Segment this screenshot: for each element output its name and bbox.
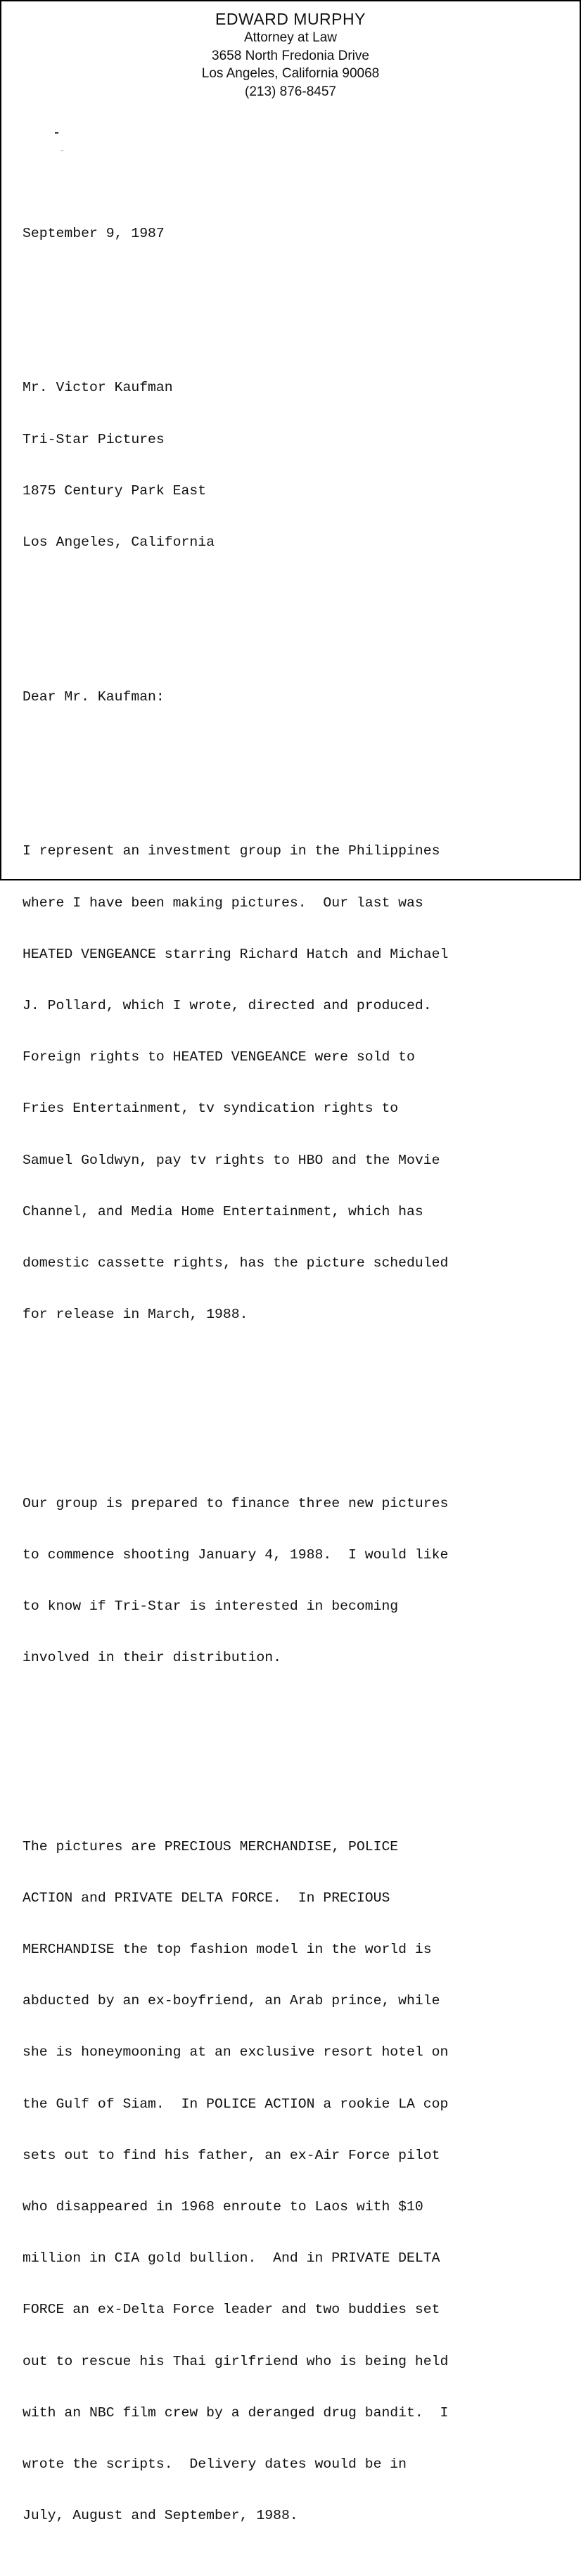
paragraph-line: where I have been making pictures. Our last was [23, 895, 423, 911]
paragraph-1 [23, 808, 571, 1357]
paragraph-line: Foreign rights to HEATED VENGEANCE were sold to [23, 1049, 415, 1065]
paragraph-line: out to rescue his Thai girlfriend who is being held [23, 2353, 449, 2369]
paragraph-line: to commence shooting January 4, 1988. I would like [23, 1546, 449, 1563]
letterhead-city: Los Angeles, California 90068 [201, 66, 380, 81]
letterhead-street: 3658 North Fredonia Drive [212, 48, 369, 63]
paragraph-line: wrote the scripts. Delivery dates would be in [23, 2456, 407, 2473]
paragraph-line: with an NBC film crew by a deranged drug bandit. I [23, 2404, 449, 2421]
paragraph-line: Our group is prepared to finance three new pictures [23, 1495, 449, 1511]
paragraph-line: to know if Tri-Star is interested in becoming [23, 1598, 399, 1614]
paragraph-line: MERCHANDISE the top fashion model in the world is [23, 1942, 432, 1958]
paragraph-line: for release in March, 1988. [23, 1307, 248, 1323]
paragraph-line: involved in their distribution. [23, 1650, 281, 1666]
paragraph-line: Fries Entertainment, tv syndication rights to [23, 1101, 399, 1117]
paragraph-line: million in CIA gold bullion. And in PRIVATE DELTA [23, 2250, 440, 2267]
letterhead-phone: (213) 876-8457 [245, 84, 336, 99]
recipient-line: Mr. Victor Kaufman [23, 380, 173, 396]
letterhead-title: Attorney at Law [243, 30, 338, 45]
paragraph-line: The pictures are PRECIOUS MERCHANDISE, POLICE [23, 1838, 399, 1854]
paragraph-line: Channel, and Media Home Entertainment, which has [23, 1203, 423, 1219]
recipient-line: Tri-Star Pictures [23, 431, 165, 447]
paragraph-line: who disappeared in 1968 enroute to Laos with $10 [23, 2199, 423, 2215]
recipient-line: Los Angeles, California [23, 534, 215, 551]
paragraph-3 [23, 1804, 571, 2559]
paragraph-line: she is honeymooning at an exclusive resort hotel on [23, 2044, 449, 2061]
paragraph-line: domestic cassette rights, has the picture scheduled [23, 1255, 449, 1271]
paragraph-line: the Gulf of Siam. In POLICE ACTION a rookie LA cop [23, 2096, 449, 2112]
recipient-address [23, 345, 571, 586]
paragraph-line: Samuel Goldwyn, pay tv rights to HBO and the Movie [23, 1152, 440, 1168]
paragraph-line: J. Pollard, which I wrote, directed and produced. [23, 997, 432, 1013]
paragraph-line: abducted by an ex-boyfriend, an Arab prince, while [23, 1993, 440, 2009]
letter-body [23, 191, 571, 2576]
paragraph-line: HEATED VENGEANCE starring Richard Hatch and Michael [23, 946, 449, 962]
paragraph-line: sets out to find his father, an ex-Air Force pilot [23, 2147, 440, 2163]
letterhead [0, 10, 581, 101]
paragraph-line: ACTION and PRIVATE DELTA FORCE. In PRECIOUS [23, 1890, 390, 1906]
letter-date: September 9, 1987 [23, 225, 165, 241]
letterhead-name: EDWARD MURPHY [215, 10, 366, 28]
paragraph-2 [23, 1461, 571, 1701]
paragraph-line: I represent an investment group in the Philippines [23, 843, 440, 859]
salutation: Dear Mr. Kaufman: [23, 688, 165, 705]
paragraph-line: July, August and September, 1988. [23, 2508, 298, 2524]
recipient-line: 1875 Century Park East [23, 482, 207, 499]
paragraph-line: FORCE an ex-Delta Force leader and two buddies set [23, 2302, 440, 2318]
